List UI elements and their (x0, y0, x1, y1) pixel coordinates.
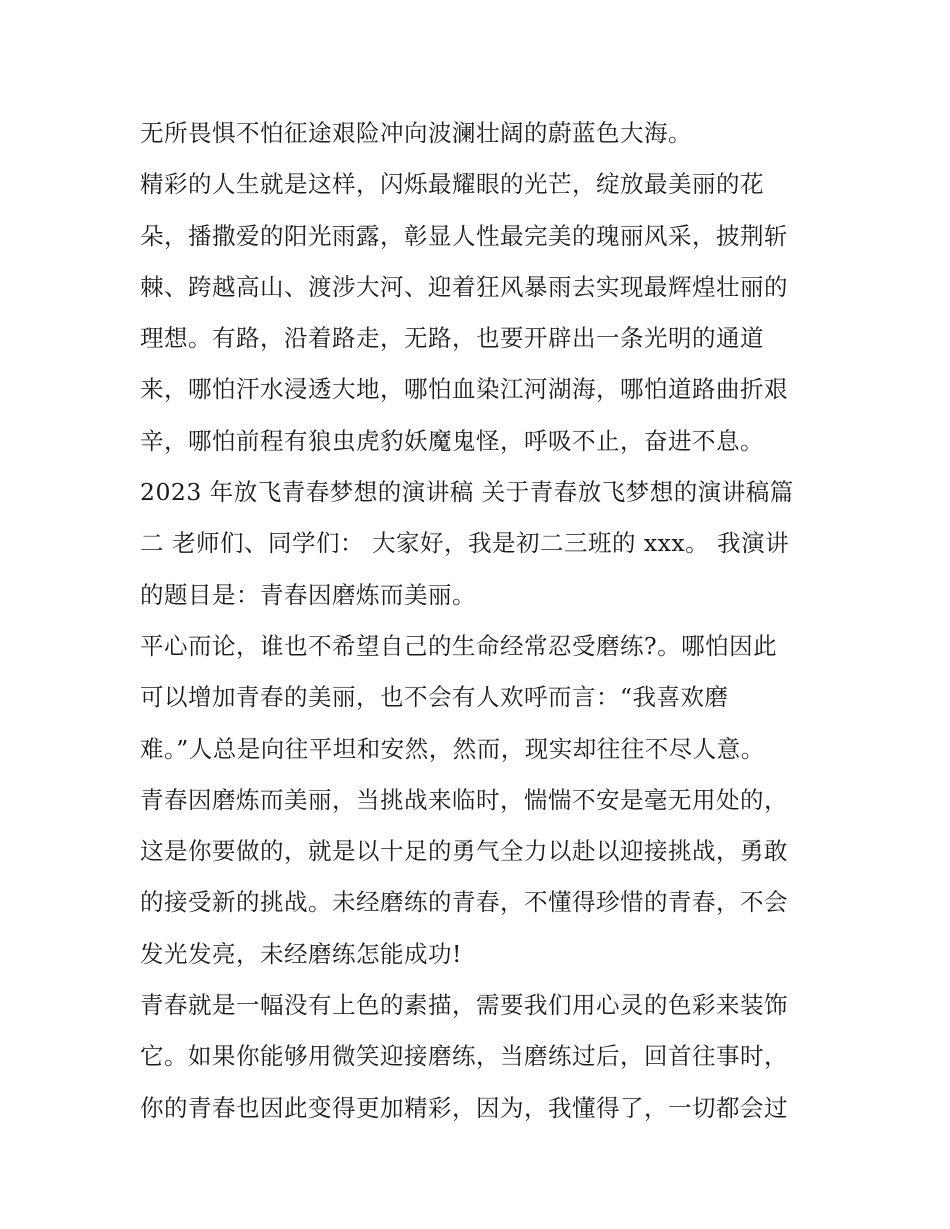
text-line: 棘、跨越高山、渡涉大河、迎着狂风暴雨去实现最辉煌壮丽的 (140, 272, 788, 301)
text-line: 的接受新的挑战。未经磨练的青春，不懂得珍惜的青春，不会 (140, 888, 788, 917)
text-line: 发光发亮，未经磨练怎能成功! (140, 939, 462, 968)
text-line: 这是你要做的，就是以十足的勇气全力以赴以迎接挑战，勇敢 (140, 837, 788, 866)
text-line: 的题目是：青春因磨炼而美丽。 (140, 580, 476, 609)
text-line: 青春因磨炼而美丽，当挑战来临时，惴惴不安是毫无用处的， (140, 785, 788, 814)
text-line: 朵，播撒爱的阳光雨露，彰显人性最完美的瑰丽风采，披荆斩 (140, 221, 788, 250)
text-line: 精彩的人生就是这样，闪烁最耀眼的光芒，绽放最美丽的花 (140, 170, 764, 199)
text-line: 你的青春也因此变得更加精彩，因为，我懂得了，一切都会过 (140, 1093, 788, 1122)
text-line: 来，哪怕汗水浸透大地，哪怕血染江河湖海，哪怕道路曲折艰 (140, 375, 788, 404)
text-line: 可以增加青春的美丽，也不会有人欢呼而言：“我喜欢磨 (140, 683, 729, 712)
text-line: 无所畏惧不怕征途艰险冲向波澜壮阔的蔚蓝色大海。 (140, 119, 692, 147)
text-line: 二 老师们、同学们： 大家好，我是初二三班的 xxx。 我演讲 (140, 529, 790, 558)
text-line: 难。”人总是向往平坦和安然，然而，现实却往往不尽人意。 (140, 734, 765, 763)
text-line: 青春就是一幅没有上色的素描，需要我们用心灵的色彩来装饰 (140, 991, 788, 1020)
text-line: 2023 年放飞青春梦想的演讲稿 关于青春放飞梦想的演讲稿篇 (140, 478, 794, 507)
text-line: 它。如果你能够用微笑迎接磨练，当磨练过后，回首往事时， (140, 1042, 788, 1071)
text-line: 辛，哪怕前程有狼虫虎豹妖魔鬼怪，呼吸不止，奋进不息。 (140, 426, 764, 455)
text-line: 理想。有路，沿着路走，无路，也要开辟出一条光明的通道 (140, 324, 764, 353)
text-line: 平心而论，谁也不希望自己的生命经常忍受磨练?。哪怕因此 (140, 631, 778, 660)
body-text (140, 108, 820, 1134)
